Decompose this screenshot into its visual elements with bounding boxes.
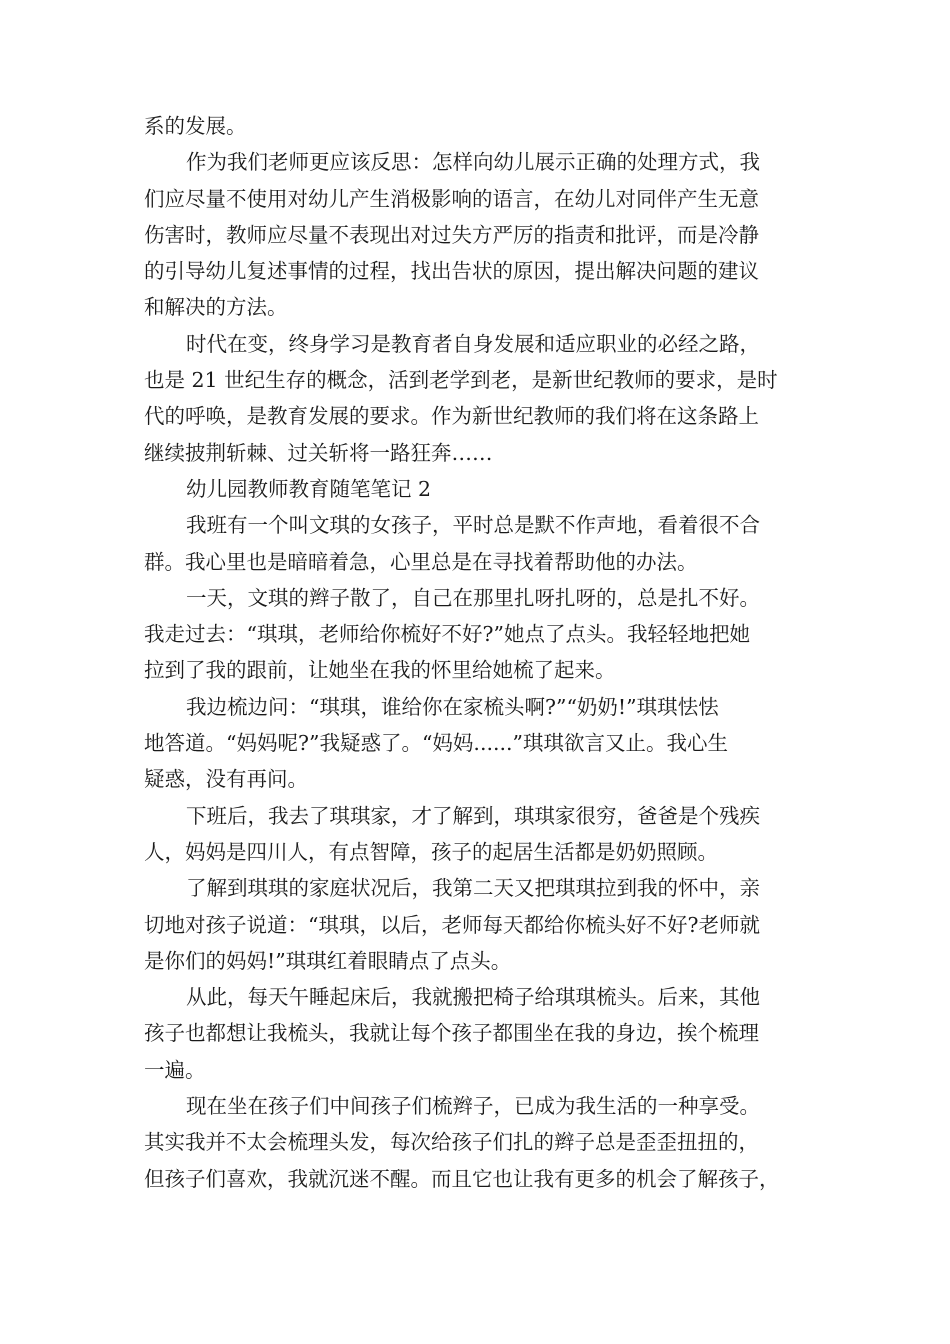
- text-line: 伤害时，教师应尽量不表现出对过失方严厉的指责和批评，而是冷静: [144, 222, 759, 247]
- text-line: 和解决的方法。: [144, 295, 288, 320]
- text-line: 也是 21 世纪生存的概念，活到老学到老，是新世纪教师的要求，是时: [144, 368, 778, 393]
- text-line: 是你们的妈妈!”琪琪红着眼睛点了点头。: [144, 948, 512, 973]
- text-line: 但孩子们喜欢，我就沉迷不醒。而且它也让我有更多的机会了解孩子，: [144, 1166, 780, 1191]
- text-line: 其实我并不太会梳理头发，每次给孩子们扎的辫子总是歪歪扭扭的，: [144, 1130, 759, 1155]
- text-line: 时代在变，终身学习是教育者自身发展和适应职业的必经之路，: [186, 331, 760, 356]
- text-line: 人，妈妈是四川人，有点智障，孩子的起居生活都是奶奶照顾。: [144, 839, 718, 864]
- text-line: 现在坐在孩子们中间孩子们梳辫子，已成为我生活的一种享受。: [186, 1094, 760, 1119]
- text-line: 了解到琪琪的家庭状况后，我第二天又把琪琪拉到我的怀中，亲: [186, 876, 760, 901]
- text-line: 我走过去：“琪琪，老师给你梳好不好?”她点了点头。我轻轻地把她: [144, 622, 750, 647]
- text-line: 们应尽量不使用对幼儿产生消极影响的语言，在幼儿对同伴产生无意: [144, 186, 759, 211]
- text-line: 疑惑，没有再问。: [144, 767, 308, 792]
- text-line: 系的发展。: [144, 114, 247, 138]
- text-line: 孩子也都想让我梳头，我就让每个孩子都围坐在我的身边，挨个梳理: [144, 1021, 759, 1046]
- text-line: 代的呼唤，是教育发展的要求。作为新世纪教师的我们将在这条路上: [144, 404, 759, 429]
- text-line: 下班后，我去了琪琪家，才了解到，琪琪家很穷，爸爸是个残疾: [186, 803, 760, 828]
- text-line: 拉到了我的跟前，让她坐在我的怀里给她梳了起来。: [144, 658, 616, 683]
- text-line: 切地对孩子说道：“琪琪，以后，老师每天都给你梳头好不好?老师就: [144, 912, 760, 937]
- text-line: 我班有一个叫文琪的女孩子，平时总是默不作声地，看着很不合: [186, 513, 760, 538]
- text-line: 我边梳边问：“琪琪，谁给你在家梳头啊?”“奶奶!”琪琪怯怯: [186, 694, 719, 719]
- text-line: 一天，文琪的辫子散了，自己在那里扎呀扎呀的，总是扎不好。: [186, 585, 760, 610]
- text-line: 的引导幼儿复述事情的过程，找出告状的原因，提出解决问题的建议: [144, 259, 759, 284]
- text-line: 从此，每天午睡起床后，我就搬把椅子给琪琪梳头。后来，其他: [186, 985, 760, 1010]
- text-line: 一遍。: [144, 1057, 206, 1082]
- text-line: 作为我们老师更应该反思：怎样向幼儿展示正确的处理方式，我: [186, 150, 760, 175]
- text-line: 继续披荆斩棘、过关斩将一路狂奔……: [144, 440, 493, 465]
- text-line: 群。我心里也是暗暗着急，心里总是在寻找着帮助他的办法。: [144, 549, 698, 574]
- document-body: [144, 108, 844, 1197]
- text-line: 幼儿园教师教育随笔笔记 2: [186, 476, 432, 501]
- text-line: 地答道。“妈妈呢?”我疑惑了。“妈妈......”琪琪欲言又止。我心生: [144, 731, 729, 756]
